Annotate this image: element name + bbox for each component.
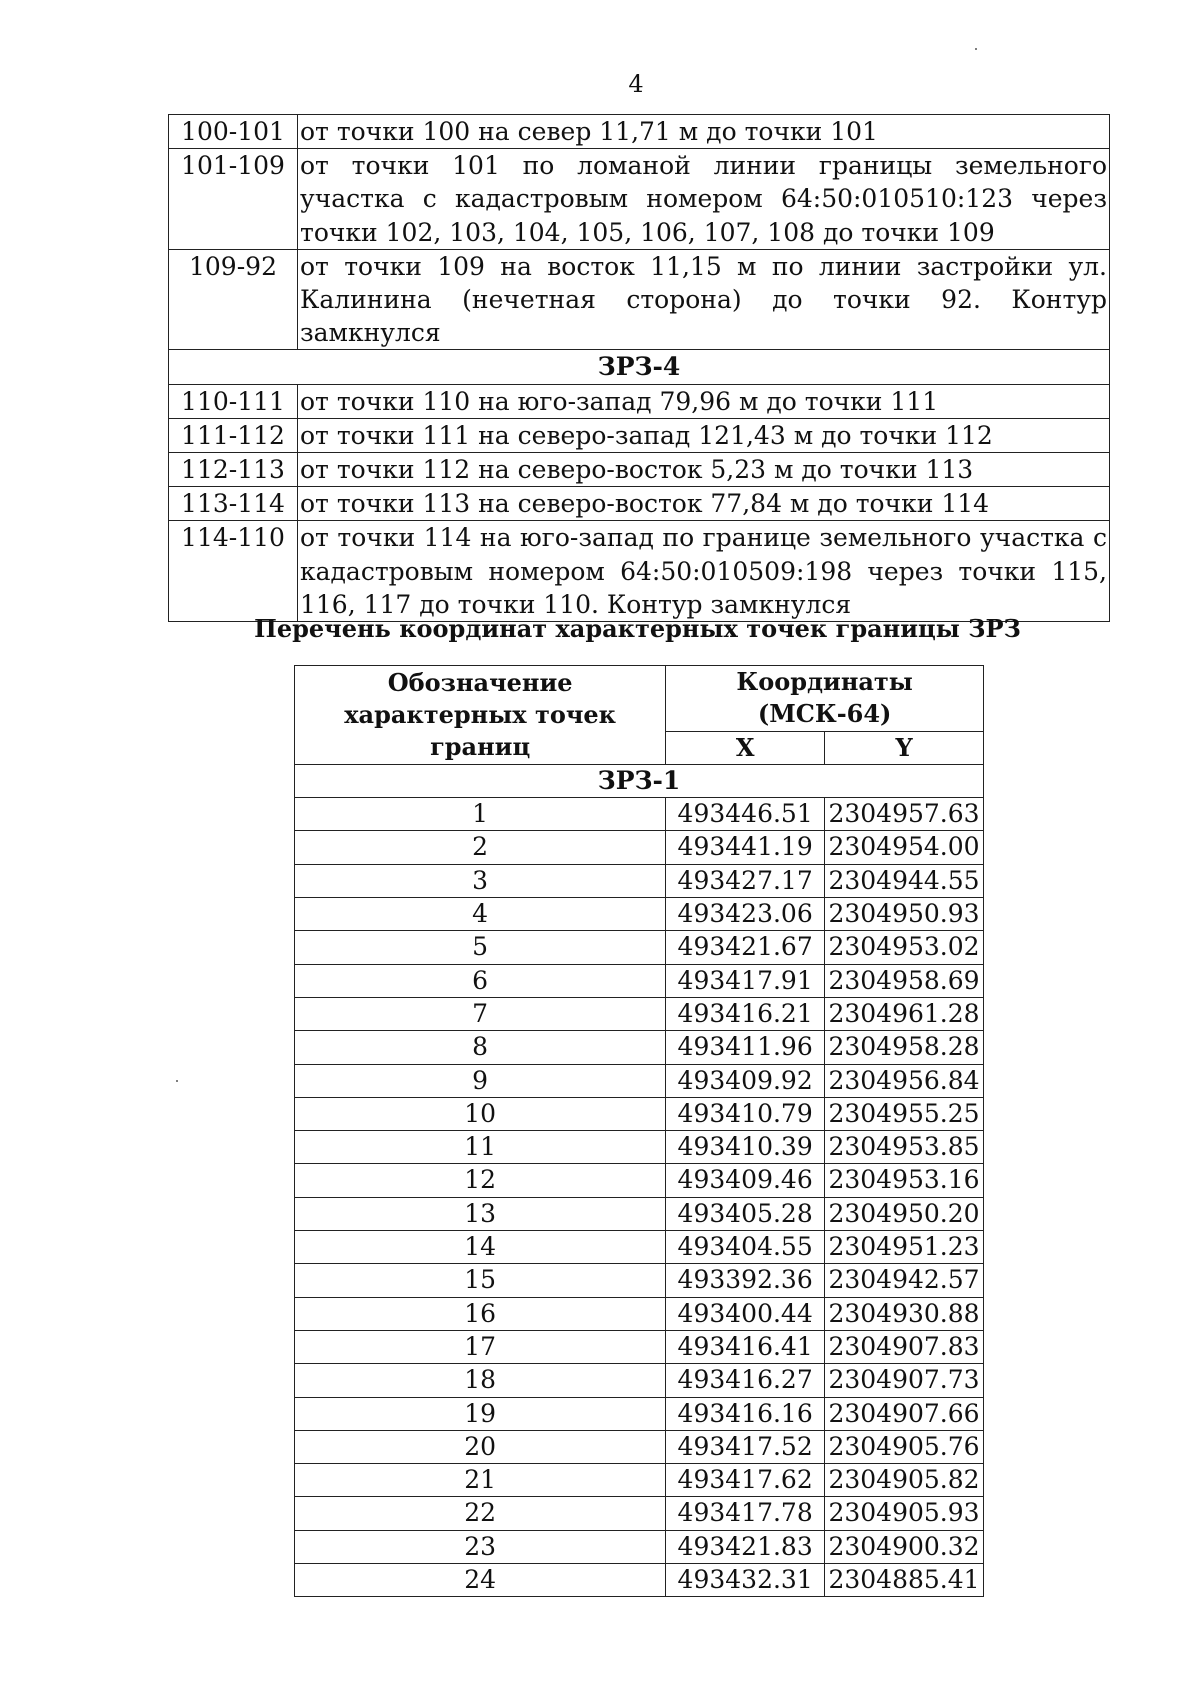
x-coordinate: 493421.67 [666,931,825,964]
x-coordinate: 493405.28 [666,1197,825,1230]
segment-cell: 110-111 [169,384,298,418]
x-coordinate: 493417.62 [666,1464,825,1497]
boundary-row [169,384,1110,418]
x-coordinate: 493400.44 [666,1297,825,1330]
segment-cell: 113-114 [169,487,298,521]
x-coordinate: 493410.79 [666,1097,825,1130]
y-coordinate: 2304905.76 [825,1430,984,1463]
x-coordinate: 493416.16 [666,1397,825,1430]
coordinate-row [295,798,984,831]
y-coordinate: 2304950.93 [825,898,984,931]
point-id: 16 [295,1297,666,1330]
coordinate-row [295,898,984,931]
point-id: 1 [295,798,666,831]
point-id: 8 [295,1031,666,1064]
y-coordinate: 2304905.93 [825,1497,984,1530]
point-id: 5 [295,931,666,964]
y-coordinate: 2304885.41 [825,1564,984,1597]
segment-cell: 114-110 [169,521,298,622]
coordinate-row [295,1164,984,1197]
coordinate-row [295,997,984,1030]
point-id: 9 [295,1064,666,1097]
y-coordinate: 2304950.20 [825,1197,984,1230]
coordinate-row [295,1197,984,1230]
y-coordinate: 2304907.83 [825,1330,984,1363]
coordinate-row [295,1497,984,1530]
point-id: 22 [295,1497,666,1530]
x-coordinate: 493446.51 [666,798,825,831]
point-id: 11 [295,1131,666,1164]
description-cell: от точки 111 на северо-запад 121,43 м до точки 112 [298,418,1110,452]
page-number: 4 [628,70,644,98]
coordinate-row [295,1430,984,1463]
point-id: 10 [295,1097,666,1130]
x-coordinate: 493392.36 [666,1264,825,1297]
coordinate-row [295,1231,984,1264]
zone-label: ЗРЗ-1 [295,764,984,797]
header-y: Y [825,731,984,764]
y-coordinate: 2304900.32 [825,1530,984,1563]
description-cell: от точки 114 на юго-запад по границе земельного участка с кадастровым номером 64:50:010509:198 через точки 115, 116, 117 до точки 110. Контур замкнулся [298,521,1110,622]
coordinate-row [295,1397,984,1430]
point-id: 14 [295,1231,666,1264]
coordinate-row [295,1064,984,1097]
y-coordinate: 2304907.73 [825,1364,984,1397]
description-cell: от точки 100 на север 11,71 м до точки 101 [298,115,1110,149]
boundary-row [169,149,1110,250]
coordinate-row [295,1330,984,1363]
y-coordinate: 2304955.25 [825,1097,984,1130]
y-coordinate: 2304961.28 [825,997,984,1030]
point-id: 6 [295,964,666,997]
point-id: 3 [295,864,666,897]
coordinate-row [295,1031,984,1064]
coordinate-row [295,831,984,864]
x-coordinate: 493416.27 [666,1364,825,1397]
y-coordinate: 2304953.16 [825,1164,984,1197]
x-coordinate: 493417.91 [666,964,825,997]
y-coordinate: 2304907.66 [825,1397,984,1430]
segment-cell: 112-113 [169,453,298,487]
header-points: Обозначение характерных точек границ [295,666,666,765]
coordinate-row [295,931,984,964]
coordinate-row [295,1297,984,1330]
description-cell: от точки 110 на юго-запад 79,96 м до точки 111 [298,384,1110,418]
segment-cell: 111-112 [169,418,298,452]
coordinate-row [295,1097,984,1130]
coordinate-row [295,1564,984,1597]
coordinate-row [295,1530,984,1563]
point-id: 24 [295,1564,666,1597]
header-coordinates: Координаты (МСК-64) [666,666,984,732]
x-coordinate: 493427.17 [666,864,825,897]
point-id: 18 [295,1364,666,1397]
point-id: 21 [295,1464,666,1497]
point-id: 20 [295,1430,666,1463]
y-coordinate: 2304958.69 [825,964,984,997]
y-coordinate: 2304951.23 [825,1231,984,1264]
point-id: 15 [295,1264,666,1297]
point-id: 13 [295,1197,666,1230]
y-coordinate: 2304956.84 [825,1064,984,1097]
y-coordinate: 2304957.63 [825,798,984,831]
coordinate-row [295,1131,984,1164]
y-coordinate: 2304930.88 [825,1297,984,1330]
boundary-row [169,487,1110,521]
coordinate-row [295,964,984,997]
x-coordinate: 493423.06 [666,898,825,931]
description-cell: от точки 113 на северо-восток 77,84 м до точки 114 [298,487,1110,521]
y-coordinate: 2304953.02 [825,931,984,964]
point-id: 2 [295,831,666,864]
x-coordinate: 493432.31 [666,1564,825,1597]
point-id: 19 [295,1397,666,1430]
y-coordinate: 2304954.00 [825,831,984,864]
boundary-row [169,521,1110,622]
coordinate-row [295,1364,984,1397]
point-id: 4 [295,898,666,931]
coordinate-row [295,864,984,897]
boundary-description-table [168,114,1110,622]
segment-cell: 100-101 [169,115,298,149]
coordinates-table [294,665,984,1597]
y-coordinate: 2304942.57 [825,1264,984,1297]
coordinates-section-title: Перечень координат характерных точек границы ЗРЗ [254,614,1021,643]
y-coordinate: 2304953.85 [825,1131,984,1164]
zone-row [295,764,984,797]
point-id: 23 [295,1530,666,1563]
x-coordinate: 493441.19 [666,831,825,864]
boundary-row [169,249,1110,350]
scan-speck [975,48,977,50]
x-coordinate: 493404.55 [666,1231,825,1264]
x-coordinate: 493416.21 [666,997,825,1030]
point-id: 17 [295,1330,666,1363]
coordinate-row [295,1264,984,1297]
x-coordinate: 493416.41 [666,1330,825,1363]
description-cell: от точки 101 по ломаной линии границы земельного участка с кадастровым номером 64:50:010510:123 через точки 102, 103, 104, 105, 106, 107, 108 до точки 109 [298,149,1110,250]
boundary-row [169,418,1110,452]
x-coordinate: 493417.78 [666,1497,825,1530]
x-coordinate: 493421.83 [666,1530,825,1563]
x-coordinate: 493409.46 [666,1164,825,1197]
description-cell: от точки 109 на восток 11,15 м по линии застройки ул. Калинина (нечетная сторона) до точки 92. Контур замкнулся [298,249,1110,350]
header-x: X [666,731,825,764]
x-coordinate: 493409.92 [666,1064,825,1097]
y-coordinate: 2304944.55 [825,864,984,897]
y-coordinate: 2304958.28 [825,1031,984,1064]
y-coordinate: 2304905.82 [825,1464,984,1497]
point-id: 7 [295,997,666,1030]
boundary-row [169,453,1110,487]
x-coordinate: 493411.96 [666,1031,825,1064]
zone-row [169,350,1110,384]
description-cell: от точки 112 на северо-восток 5,23 м до точки 113 [298,453,1110,487]
point-id: 12 [295,1164,666,1197]
zone-label: ЗРЗ-4 [169,350,1110,384]
boundary-row [169,115,1110,149]
scan-speck [176,1080,178,1082]
coordinate-row [295,1464,984,1497]
segment-cell: 109-92 [169,249,298,350]
segment-cell: 101-109 [169,149,298,250]
x-coordinate: 493410.39 [666,1131,825,1164]
x-coordinate: 493417.52 [666,1430,825,1463]
